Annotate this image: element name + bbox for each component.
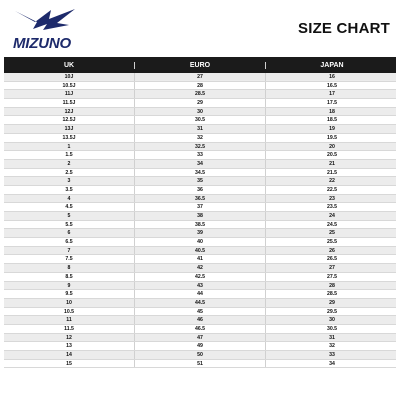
cell-uk: 11.5J	[62, 100, 76, 107]
cell-euro: 36.5	[134, 195, 265, 203]
cell-euro: 40	[134, 238, 265, 246]
header	[0, 0, 400, 56]
cell-euro: 50	[134, 351, 265, 359]
cell-uk: 11J	[64, 91, 74, 98]
table-row	[4, 342, 396, 351]
cell-japan: 27.5	[265, 273, 398, 281]
cell-euro: 28	[134, 82, 265, 90]
cell-uk: 9	[67, 282, 71, 289]
cell-euro: 33	[134, 151, 265, 159]
cell-uk: 11.5	[64, 325, 74, 332]
page-title: SIZE CHART	[298, 20, 390, 37]
runbird-icon	[13, 8, 79, 38]
cell-uk: 14	[66, 352, 72, 358]
cell-uk: 13	[66, 343, 72, 350]
cell-uk: 10.5	[63, 308, 75, 315]
cell-uk: 3.5	[65, 186, 73, 193]
cell-japan: 19.5	[265, 134, 398, 142]
cell-euro: 39	[134, 229, 265, 237]
cell-euro: 30	[134, 108, 265, 116]
cell-japan: 23.5	[265, 203, 398, 211]
table-row	[4, 108, 396, 117]
cell-euro: 46	[134, 316, 265, 324]
cell-uk: 9.5	[65, 291, 73, 298]
table-row	[4, 282, 396, 291]
cell-uk: 12J	[64, 108, 74, 115]
cell-japan: 24	[265, 212, 398, 220]
table-row	[4, 99, 396, 108]
cell-uk: 2	[67, 160, 71, 167]
cell-japan: 17.5	[265, 99, 398, 107]
table-row	[4, 151, 396, 160]
table-row	[4, 308, 396, 317]
cell-euro: 28.5	[134, 90, 265, 98]
cell-uk: 12	[66, 334, 72, 341]
table-row	[4, 229, 396, 238]
cell-uk: 4.5	[65, 204, 73, 211]
cell-uk: 15	[66, 360, 72, 367]
cell-euro: 42.5	[134, 273, 265, 281]
cell-japan: 29	[265, 299, 398, 307]
table-row	[4, 316, 396, 325]
cell-japan: 21.5	[265, 169, 398, 177]
table-row	[4, 90, 396, 99]
table-row	[4, 73, 396, 82]
table-row	[4, 290, 396, 299]
table-row	[4, 177, 396, 186]
cell-euro: 36	[134, 186, 265, 194]
cell-japan: 16.5	[265, 82, 398, 90]
cell-japan: 18	[265, 108, 398, 116]
cell-euro: 34	[134, 160, 265, 168]
cell-japan: 20	[265, 143, 398, 151]
cell-japan: 26.5	[265, 255, 398, 263]
table-row	[4, 203, 396, 212]
cell-uk: 13J	[64, 126, 74, 133]
cell-uk: 1	[67, 143, 71, 150]
table-row	[4, 325, 396, 334]
cell-uk: 4	[67, 195, 71, 202]
cell-japan: 26	[265, 247, 398, 255]
cell-uk: 5.5	[65, 221, 73, 228]
cell-japan: 28.5	[265, 290, 398, 298]
table-row	[4, 273, 396, 282]
cell-uk: 8	[67, 265, 71, 272]
cell-uk: 5	[67, 213, 71, 219]
cell-euro: 44.5	[134, 299, 265, 307]
size-table	[4, 57, 396, 368]
table-row	[4, 299, 396, 308]
cell-japan: 17	[265, 90, 398, 98]
cell-euro: 38	[134, 212, 265, 220]
cell-uk: 12.5J	[62, 117, 76, 124]
cell-euro: 29	[134, 99, 265, 107]
table-row	[4, 334, 396, 343]
cell-japan: 30.5	[265, 325, 398, 333]
table-row	[4, 134, 396, 143]
cell-uk: 3	[67, 178, 71, 185]
cell-euro: 51	[134, 360, 265, 368]
cell-japan: 27	[265, 264, 398, 272]
cell-japan: 21	[265, 160, 398, 168]
cell-japan: 23	[265, 195, 398, 203]
cell-uk: 6.5	[65, 239, 73, 246]
column-header-japan: JAPAN	[265, 62, 398, 69]
cell-uk: 10.5J	[62, 82, 76, 89]
column-header-uk: UK	[63, 61, 75, 69]
table-row	[4, 238, 396, 247]
table-row	[4, 160, 396, 169]
cell-japan: 29.5	[265, 308, 398, 316]
cell-euro: 34.5	[134, 169, 265, 177]
cell-euro: 42	[134, 264, 265, 272]
brand-name: MIZUNO	[13, 35, 71, 52]
table-row	[4, 360, 396, 369]
cell-euro: 44	[134, 290, 265, 298]
cell-uk: 11	[66, 317, 72, 324]
cell-uk: 10	[66, 299, 72, 306]
table-row	[4, 125, 396, 134]
cell-japan: 25.5	[265, 238, 398, 246]
cell-uk: 1.5	[65, 152, 73, 159]
cell-uk: 7	[67, 247, 71, 254]
cell-euro: 46.5	[134, 325, 265, 333]
cell-euro: 31	[134, 125, 265, 133]
table-row	[4, 221, 396, 230]
cell-uk: 6	[67, 230, 71, 237]
cell-japan: 19	[265, 125, 398, 133]
cell-japan: 20.5	[265, 151, 398, 159]
cell-euro: 41	[134, 255, 265, 263]
cell-uk: 2.5	[65, 169, 73, 176]
cell-japan: 22.5	[265, 186, 398, 194]
cell-japan: 16	[265, 73, 398, 81]
cell-uk: 8.5	[65, 273, 73, 280]
table-row	[4, 255, 396, 264]
brand-logo	[13, 8, 79, 50]
cell-euro: 32	[134, 134, 265, 142]
cell-japan: 32	[265, 342, 398, 350]
cell-uk: 7.5	[65, 256, 73, 263]
cell-euro: 38.5	[134, 221, 265, 229]
cell-euro: 35	[134, 177, 265, 185]
cell-euro: 47	[134, 334, 265, 342]
column-header-euro: EURO	[134, 62, 265, 69]
cell-japan: 24.5	[265, 221, 398, 229]
cell-euro: 45	[134, 308, 265, 316]
table-row	[4, 116, 396, 125]
table-row	[4, 351, 396, 360]
cell-euro: 37	[134, 203, 265, 211]
table-header	[4, 57, 396, 73]
cell-japan: 22	[265, 177, 398, 185]
cell-japan: 33	[265, 351, 398, 359]
cell-japan: 34	[265, 360, 398, 368]
cell-euro: 43	[134, 282, 265, 290]
cell-japan: 18.5	[265, 116, 398, 124]
table-body	[4, 73, 396, 368]
cell-uk: 13.5J	[62, 134, 76, 141]
table-row	[4, 264, 396, 273]
table-row	[4, 212, 396, 221]
table-row	[4, 195, 396, 204]
cell-japan: 25	[265, 229, 398, 237]
cell-euro: 27	[134, 73, 265, 81]
cell-japan: 31	[265, 334, 398, 342]
cell-euro: 32.5	[134, 143, 265, 151]
table-row	[4, 169, 396, 178]
cell-uk: 10J	[64, 74, 74, 80]
table-row	[4, 82, 396, 91]
table-row	[4, 247, 396, 256]
cell-euro: 30.5	[134, 116, 265, 124]
table-row	[4, 186, 396, 195]
cell-japan: 28	[265, 282, 398, 290]
cell-euro: 49	[134, 342, 265, 350]
table-row	[4, 143, 396, 152]
cell-japan: 30	[265, 316, 398, 324]
cell-euro: 40.5	[134, 247, 265, 255]
